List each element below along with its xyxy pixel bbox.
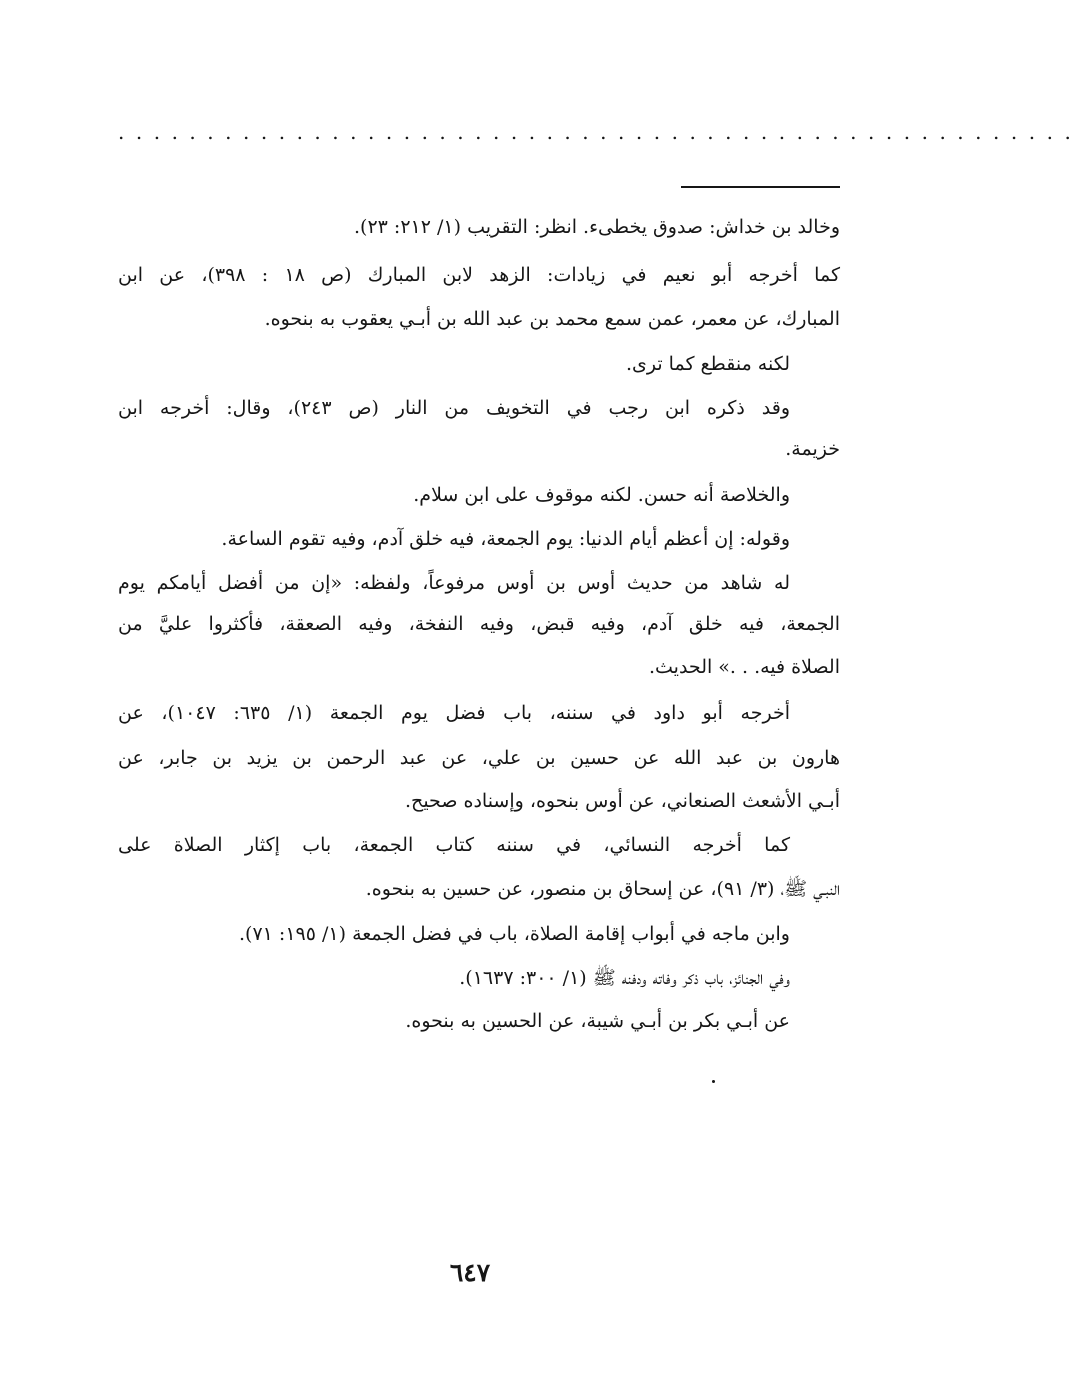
page-number: ٦٤٧ — [449, 1258, 491, 1287]
footnote-line: وخالد بن خداش: صدوق يخطىء. انظر: التقريب (١/ ٢١٢: ٢٣). — [354, 216, 840, 238]
footnote-line: الصلاة فيه. . .» الحديث. — [648, 656, 840, 678]
footnote-line: والخلاصة أنه حسن. لكنه موقوف على ابن سلام. — [413, 484, 790, 506]
footnote-line: النبـي ﷺ، (٣/ ٩١)، عن إسحاق بن منصور، عن حسين به بنحوه. — [365, 878, 840, 900]
footnote-line: وابن ماجه في أبواب إقامة الصلاة، باب في فضل الجمعة (١/ ١٩٥: ٧١). — [239, 923, 790, 945]
footnote-line: هارون بن عبد الله عن حسين بن علي، عن عبد الرحمن بن يزيد بن جابر، عن — [118, 747, 840, 769]
footnote-line: المبارك، عن معمر، عمن سمع محمد بن عبد الله بن أبـي يعقوب به بنحوه. — [264, 308, 840, 330]
footnote-line: لكنه منقطع كما ترى. — [625, 353, 790, 375]
footnote-line: أخرجه أبو داود في سننه، باب فضل يوم الجمعة (١/ ٦٣٥: ١٠٤٧)، عن — [118, 702, 790, 724]
footnote-rule — [681, 186, 840, 188]
stray-dot — [712, 1080, 715, 1083]
footnote-line: وقوله: إن أعظم أيام الدنيا: يوم الجمعة، فيه خلق آدم، وفيه تقوم الساعة. — [221, 528, 790, 550]
separator-dots: ...................................................... — [118, 120, 1082, 144]
footnote-line: وقد ذكره ابن رجب في التخويف من النار (ص ٢٤٣)، وقال: أخرجه ابن — [118, 397, 791, 419]
footnote-line: عن أبـي بكر بن أبـي شيبة، عن الحسين به بنحوه. — [405, 1010, 790, 1032]
footnote-line: كما أخرجه النسائي، في سننه كتاب الجمعة، باب إكثار الصلاة على — [118, 834, 790, 856]
footnote-line: أبـي الأشعث الصنعاني، عن أوس بنحوه، وإسناده صحيح. — [405, 790, 840, 812]
footnote-line: الجمعة، فيه خلق آدم، وفيه قبض، وفيه النفخة، وفيه الصعقة، فأكثروا عليَّ من — [118, 613, 840, 635]
footnote-line: وفي الجنائز، باب ذكر وفاته ودفنه ﷺ (١/ ٣٠٠: ١٦٣٧). — [459, 967, 790, 989]
footnote-line: خزيمة. — [785, 438, 840, 460]
footnote-line: له شاهد من حديث أوس بن أوس مرفوعاً، ولفظه: «إن من أفضل أيامكم يوم — [118, 572, 790, 594]
footnote-line: كما أخرجه أبو نعيم في زيادات: الزهد لابن المبارك (ص ١٨ : ٣٩٨)، عن ابن — [118, 264, 840, 286]
